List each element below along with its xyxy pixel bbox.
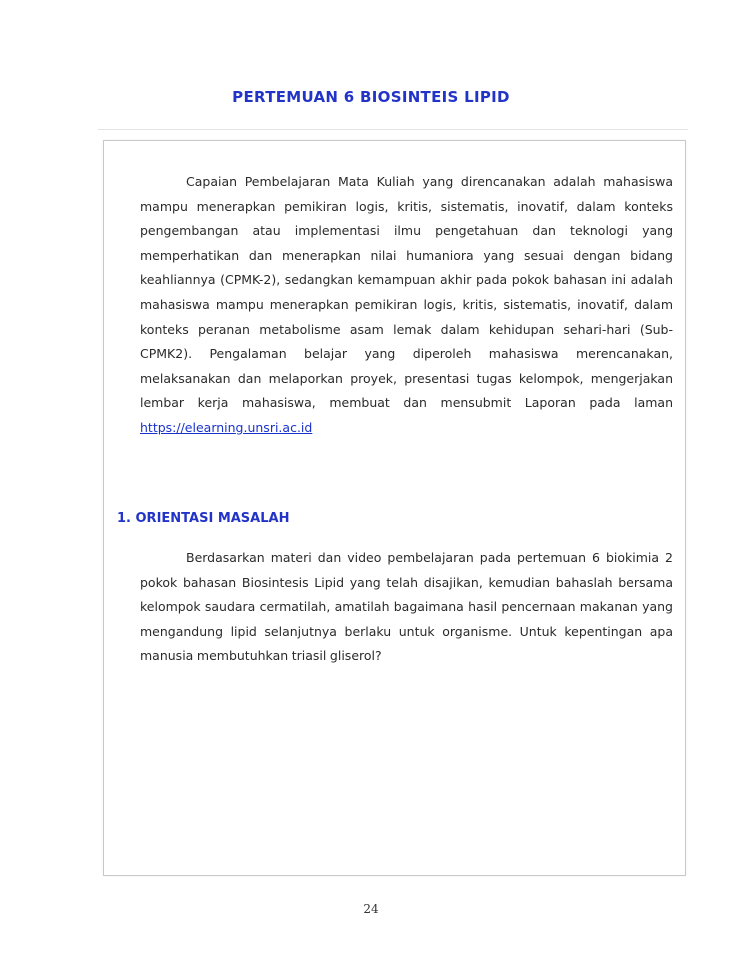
page-number: 24 xyxy=(363,902,379,916)
section-text: Berdasarkan materi dan video pembelajaran pada pertemuan 6 biokimia 2 pokok bahasan Biosintesis Lipid yang telah disajikan, kemudian bahaslah bersama kelompok saudara cermatilah, amatilah bagaimana hasil pencernaan makanan yang mengandung lipid selanjutnya berlaku untuk organisme. Untuk kepentingan apa manusia membutuhkan triasil gliserol? xyxy=(140,550,673,664)
title-divider xyxy=(98,129,688,130)
intro-paragraph xyxy=(140,170,673,441)
page-title: PERTEMUAN 6 BIOSINTEIS LIPID xyxy=(232,88,510,106)
intro-text: Capaian Pembelajaran Mata Kuliah yang direncanakan adalah mahasiswa mampu menerapkan pemikiran logis, kritis, sistematis, inovatif, dalam konteks pengembangan atau implementasi ilmu pengetahuan dan teknologi yang memperhatikan dan menerapkan nilai humaniora yang sesuai dengan bidang keahliannya (CPMK-2), sedangkan kemampuan akhir pada pokok bahasan ini adalah mahasiswa mampu menerapkan pemikiran logis, kritis, sistematis, inovatif, dalam konteks peranan metabolisme asam lemak dalam kehidupan sehari-hari (Sub-CPMK2). Pengalaman belajar yang diperoleh mahasiswa merencanakan, melaksanakan dan melaporkan proyek, presentasi tugas kelompok, mengerjakan lembar kerja mahasiswa, membuat dan mensubmit Laporan pada laman xyxy=(140,174,673,411)
section-paragraph xyxy=(140,546,673,669)
elearning-link[interactable]: https://elearning.unsri.ac.id xyxy=(140,419,313,435)
section-heading-orientasi-masalah: 1. ORIENTASI MASALAH xyxy=(117,511,290,526)
